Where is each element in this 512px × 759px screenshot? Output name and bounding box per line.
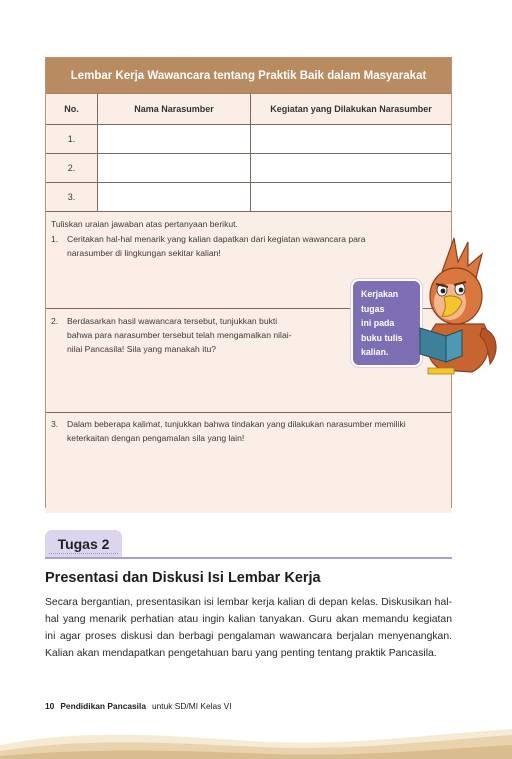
nama-cell[interactable] — [98, 154, 251, 182]
callout-line: buku tulis — [361, 332, 403, 343]
row-number: 1. — [46, 125, 98, 153]
question-text-line: Berdasarkan hasil wawancara tersebut, tunjukkan bukti — [67, 316, 278, 326]
question-box-3 — [46, 413, 451, 513]
page-number: 10 — [45, 701, 55, 711]
column-header-no: No. — [46, 94, 98, 124]
section-body: Secara bergantian, presentasikan isi lembar kerja kalian di depan kelas. Diskusikan hal-hal yang menarik perhatian atau ingin kalian tanyakan. Guru akan memandu kegiatan ini agar proses diskusi dan berbagi pengalaman wawancara berjalan menyenangkan. Kalian akan mendapatkan pengetahuan baru yang penting tentang praktik Pancasila. — [45, 597, 452, 659]
tab-divider — [45, 557, 452, 559]
question-text: Dalam beberapa kalimat, tunjukkan bahwa tindakan yang dilakukan narasumber memiliki keterkaitan dengan pengamalan sila yang lain! — [67, 419, 406, 443]
question-number: 1. — [51, 234, 59, 244]
question-3 — [51, 417, 422, 445]
kegiatan-cell[interactable] — [251, 154, 451, 182]
callout-line: kalian. — [361, 347, 389, 357]
kegiatan-cell[interactable] — [251, 125, 451, 153]
tugas-tab: Tugas 2 — [45, 530, 122, 557]
decorative-waves — [0, 725, 512, 759]
column-header-kegiatan: Kegiatan yang Dilakukan Narasumber — [270, 104, 432, 114]
table-row — [46, 154, 451, 183]
question-text: Ceritakan hal-hal menarik yang kalian dapatkan dari kegiatan wawancara para narasumber di lingkungan sekitar kalian! — [67, 234, 366, 258]
question-number: 3. — [51, 419, 59, 429]
question-intro: Tuliskan uraian jawaban atas pertanyaan berikut. — [51, 219, 238, 229]
callout-line: ini pada — [361, 318, 395, 328]
eagle-pupil — [459, 288, 464, 293]
question-2 — [51, 314, 327, 356]
question-text-line: nilai Pancasila! Sila yang manakah itu? — [67, 344, 217, 354]
column-headers — [46, 94, 451, 125]
callout-line: Kerjakan — [361, 289, 399, 299]
eagle-pupil — [441, 289, 446, 294]
book-title: Pendidikan Pancasila — [60, 701, 146, 711]
row-number: 2. — [46, 154, 98, 182]
page-footer — [45, 701, 232, 711]
callout-line: tugas — [361, 303, 385, 314]
eagle-mascot-illustration — [402, 232, 502, 378]
question-number: 2. — [51, 316, 59, 326]
question-1 — [51, 232, 412, 260]
table-row — [46, 125, 451, 154]
question-text-line: bahwa para narasumber tersebut telah mengamalkan nilai- — [67, 330, 292, 340]
table-row — [46, 183, 451, 212]
kegiatan-cell[interactable] — [251, 183, 451, 211]
book-cover — [446, 330, 462, 362]
row-number: 3. — [46, 183, 98, 211]
column-header-nama: Nama Narasumber — [98, 94, 251, 124]
book-subtitle: untuk SD/MI Kelas VI — [151, 701, 232, 711]
question-text — [67, 314, 327, 356]
eagle-feet — [428, 368, 454, 374]
nama-cell[interactable] — [98, 183, 251, 211]
nama-cell[interactable] — [98, 125, 251, 153]
worksheet-title: Lembar Kerja Wawancara tentang Praktik Baik dalam Masyarakat — [46, 58, 451, 94]
section-heading: Presentasi dan Diskusi Isi Lembar Kerja — [45, 570, 321, 586]
